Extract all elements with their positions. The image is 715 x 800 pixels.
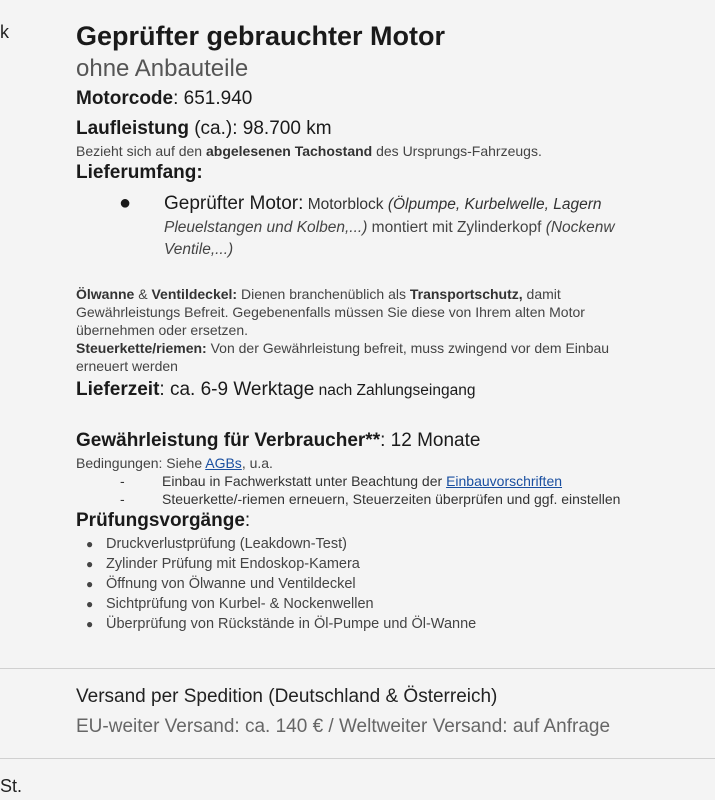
- listing-title: Geprüfter gebrauchter Motor: [76, 21, 446, 51]
- lieferzeit-suffix: nach Zahlungseingang: [314, 382, 476, 399]
- steuerkette-text: Von der Gewährleistung befreit, muss zwingend vor dem Einbau: [206, 340, 610, 356]
- steuerkette-bold: Steuerkette/riemen:: [76, 340, 207, 356]
- pruefung-heading: Prüfungsvorgänge: [76, 510, 245, 531]
- item-line2: [124, 217, 715, 239]
- agbs-link[interactable]: AGBs: [205, 455, 242, 471]
- motorcode-label: Motorcode: [76, 88, 174, 109]
- lieferumfang-item: [119, 192, 715, 261]
- divider: [0, 668, 715, 669]
- oelwanne-bold1: Ölwanne: [76, 286, 135, 302]
- motorcode-row: [76, 86, 715, 112]
- bullet-icon: ●: [86, 537, 94, 551]
- edge-fragment-top: k: [0, 22, 9, 42]
- edge-fragment-bottom: St.: [0, 776, 23, 796]
- bullet-icon: ●: [86, 597, 94, 611]
- bullet-icon: ●: [86, 577, 94, 591]
- note-text-end: des Ursprungs-Fahrzeugs.: [372, 143, 542, 159]
- laufleistung-label: Laufleistung: [76, 118, 189, 139]
- laufleistung-value: 98.700 km: [242, 118, 332, 139]
- bullet-icon: ●: [86, 557, 94, 571]
- laufleistung-row: [76, 116, 715, 142]
- bedingungen-post: , u.a.: [241, 455, 273, 471]
- laufleistung-note: [76, 142, 715, 160]
- motorcode-value: : 651.940: [173, 88, 253, 109]
- gewaehrleistung-row: [76, 428, 715, 454]
- list-item: [86, 594, 715, 614]
- list-item: [86, 574, 715, 594]
- item-text: Motorblock: [303, 196, 388, 213]
- list-item-text: Sichtprüfung von Kurbel- & Nockenwellen: [106, 596, 374, 612]
- list-item-text: Einbau in Fachwerkstatt unter Beachtung der: [162, 473, 447, 489]
- note-text: Bezieht sich auf den: [76, 143, 206, 159]
- oelwanne-text2: damit: [522, 286, 561, 302]
- oelwanne-line2: Gewährleistungs Befreit. Gegebenenfalls müssen Sie diese von Ihrem alten Motor: [76, 304, 585, 320]
- pruefung-colon: :: [244, 510, 251, 531]
- divider: [0, 758, 715, 759]
- pruefung-heading-row: [76, 508, 715, 534]
- oelwanne-amp: &: [134, 286, 152, 302]
- list-item: [86, 554, 715, 574]
- steuerkette-line2: erneuert werden: [76, 358, 178, 374]
- item-line3: Ventile,...): [164, 241, 234, 258]
- laufleistung-qualifier: (ca.):: [188, 118, 243, 139]
- list-item: [120, 472, 715, 490]
- item-line2-italic: Pleuelstangen und Kolben,...): [164, 219, 368, 236]
- oelwanne-bold2: Ventildeckel:: [151, 286, 238, 302]
- bedingungen-line: [76, 454, 715, 472]
- lieferumfang-heading: Lieferumfang:: [76, 162, 203, 183]
- steuerkette-line1: [76, 339, 715, 357]
- bedingungen-list: [120, 472, 715, 508]
- oelwanne-bold3: Transportschutz,: [409, 286, 523, 302]
- einbauvorschriften-link[interactable]: Einbauvorschriften: [446, 473, 563, 489]
- gewaehrleistung-label: Gewährleistung für Verbraucher**: [76, 430, 381, 451]
- list-item-text: Öffnung von Ölwanne und Ventildeckel: [106, 576, 356, 592]
- bullet-icon: ●: [86, 617, 94, 631]
- dash-marker: -: [120, 473, 125, 489]
- lieferzeit-row: [76, 377, 715, 404]
- oelwanne-text1: Dienen branchenüblich als: [237, 286, 410, 302]
- listing-subtitle: ohne Anbauteile: [76, 55, 249, 82]
- item-label: Geprüfter Motor:: [164, 193, 304, 214]
- list-item-text: Steuerkette/-riemen erneuern, Steuerzeiten überprüfen und ggf. einstellen: [162, 491, 621, 507]
- dash-marker: -: [120, 491, 125, 507]
- list-item-text: Überprüfung von Rückstände in Öl-Pumpe und Öl-Wanne: [106, 616, 477, 632]
- item-line2-italic2: (Nockenw: [545, 219, 615, 236]
- bullet-icon: ●: [119, 192, 132, 214]
- list-item-text: Zylinder Prüfung mit Endoskop-Kamera: [106, 556, 360, 572]
- note-bold: abgelesenen Tachostand: [205, 143, 373, 159]
- shipping-line-1: Versand per Spedition (Deutschland & Österreich): [76, 686, 498, 707]
- shipping-line-2: EU-weiter Versand: ca. 140 € / Weltweiter Versand: auf Anfrage: [76, 716, 611, 737]
- pruefung-list: [86, 534, 715, 634]
- list-item-text: Druckverlustprüfung (Leakdown-Test): [106, 536, 347, 552]
- list-item: [86, 534, 715, 554]
- gewaehrleistung-value: : 12 Monate: [380, 430, 481, 451]
- lieferzeit-label: Lieferzeit: [76, 379, 160, 400]
- oelwanne-line1: [76, 285, 715, 303]
- list-item: [86, 614, 715, 634]
- bedingungen-text: Bedingungen: Siehe: [76, 455, 206, 471]
- lieferzeit-value: : ca. 6-9 Werktage: [159, 379, 315, 400]
- oelwanne-line3: übernehmen oder ersetzen.: [76, 322, 248, 338]
- item-italic: (Ölpumpe, Kurbelwelle, Lagern: [387, 196, 602, 213]
- item-line2-text: montiert mit Zylinderkopf: [367, 219, 546, 236]
- listing-description: [76, 18, 715, 634]
- list-item: [120, 490, 715, 508]
